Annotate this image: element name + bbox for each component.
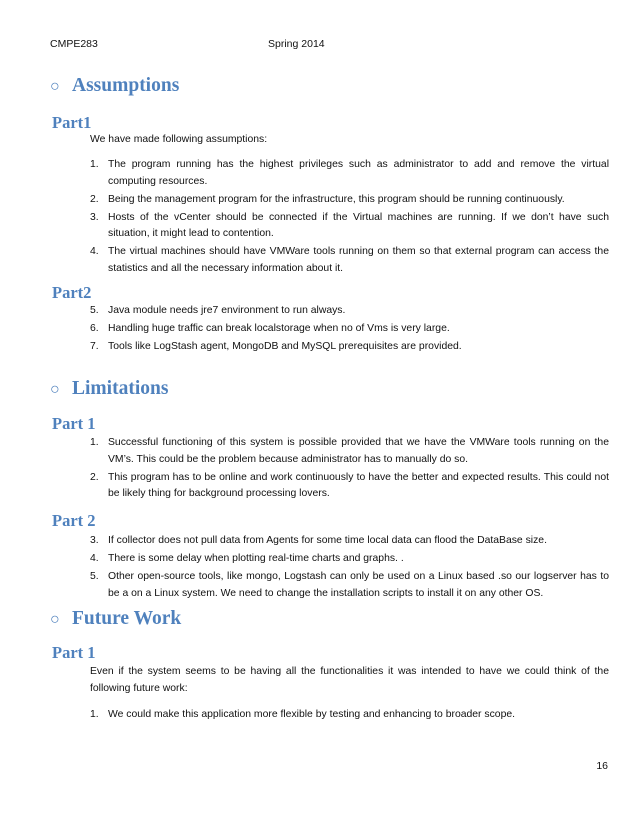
circle-bullet-icon: ○ [50, 381, 60, 398]
heading-assumptions-part1: Part1 [52, 113, 92, 132]
list-item: 1. Successful functioning of this system is possible provided that we have the VMWare tools running on the VM’s. This could be the problem because administrator has to manually do so. [90, 437, 609, 465]
heading-assumptions-text: Assumptions [72, 75, 180, 96]
list-item: 1. We could make this application more flexible by testing and enhancing to broader scope. [90, 709, 516, 720]
page-number: 16 [596, 760, 608, 772]
header-term: Spring 2014 [268, 38, 325, 50]
list-item: 6. Handling huge traffic can break localstorage when no of Vms is very large. [90, 323, 450, 334]
list-item: 3. Hosts of the vCenter should be connected if the Virtual machines are running. If we don’t have such situation, it might lead to contention. [90, 211, 609, 239]
heading-limitations-part1: Part 1 [52, 414, 96, 433]
list-item: 2. Being the management program for the infrastructure, this program should be running continuously. [90, 193, 565, 205]
list-item: 4. There is some delay when plotting real-time charts and graphs. . [90, 553, 404, 564]
list-item: 5. Other open-source tools, like mongo, Logstash can only be used on a Linux based .so our logserver has to be a on a Linux system. We need to change the installation scripts to install it on any other OS. [90, 571, 609, 599]
assumptions-part2-list [90, 303, 609, 357]
future-work-intro: Even if the system seems to be having all the functionalities it was intended to have we could think of the following future work: [90, 666, 609, 694]
list-item: 5. Java module needs jre7 environment to run always. [90, 305, 346, 316]
header-course: CMPE283 [50, 38, 98, 50]
heading-limitations-part2: Part 2 [52, 511, 96, 530]
heading-future-work-part1: Part 1 [52, 643, 96, 662]
list-item: 2. This program has to be online and work continuously to have the better and expected results. This could not be likely thing for background processing lovers. [90, 471, 609, 499]
heading-limitations [50, 378, 168, 400]
list-item: 4. The virtual machines should have VMWare tools running on them so that external program can access the statistics and all the necessary information about it. [90, 246, 609, 274]
circle-bullet-icon: ○ [50, 78, 60, 95]
heading-assumptions [50, 75, 179, 97]
heading-assumptions-part2: Part2 [52, 283, 92, 302]
heading-future-work-text: Future Work [72, 608, 182, 629]
limitations-part2-list [90, 533, 609, 604]
limitations-part1-list [90, 435, 609, 504]
assumptions-part1-list [90, 157, 609, 279]
list-item: 7. Tools like LogStash agent, MongoDB and MySQL prerequisites are provided. [90, 341, 462, 352]
heading-future-work [50, 608, 181, 630]
circle-bullet-icon: ○ [50, 611, 60, 628]
assumptions-intro: We have made following assumptions: [90, 134, 268, 145]
list-item: 1. The program running has the highest privileges such as administrator to add and remove the virtual computing resources. [90, 159, 609, 187]
future-work-list [90, 707, 609, 725]
list-item: 3. If collector does not pull data from Agents for some time local data can flood the DataBase size. [90, 535, 547, 546]
heading-limitations-text: Limitations [72, 378, 169, 399]
